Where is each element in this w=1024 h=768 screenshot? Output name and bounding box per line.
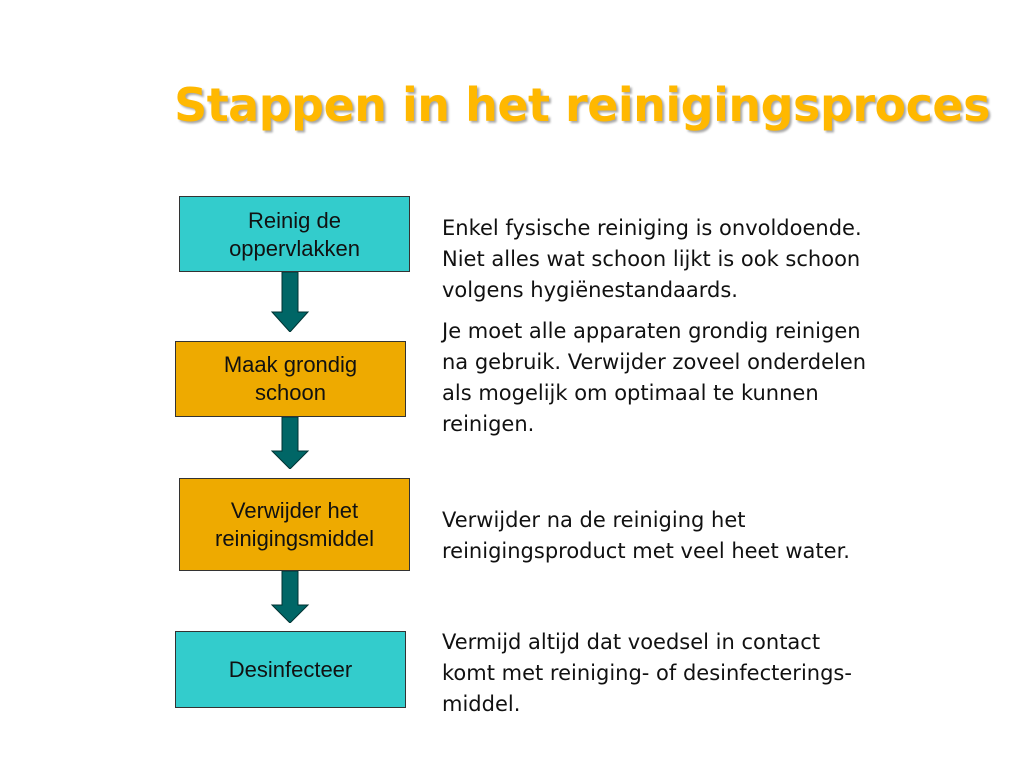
description-paragraph [442,627,982,720]
description-line: reinigingsproduct met veel heet water. [442,539,850,563]
down-arrow-icon [270,571,310,623]
description-block-3 [442,505,982,567]
description-line: middel. [442,692,521,716]
down-arrow-icon [270,272,310,332]
down-arrow-icon [270,417,310,469]
description-line: Niet alles wat schoon lijkt is ook schoon [442,247,861,271]
description-line: volgens hygiënestandaards. [442,278,738,302]
description-line: Enkel fysische reiniging is onvoldoende. [442,216,862,240]
description-line: Vermijd altijd dat voedsel in contact [442,630,821,654]
description-line: komt met reiniging- of desinfecterings- [442,661,852,685]
description-line: als mogelijk om optimaal te kunnen [442,381,819,405]
description-block-4 [442,627,982,720]
step-label-line: Desinfecteer [228,656,353,682]
slide-title: Stappen in het reinigingsproces [174,78,990,132]
description-paragraph [442,213,982,306]
description-line: reinigen. [442,412,535,436]
step-label-line: Reinig de [248,208,341,233]
step-verwijder-reinigingsmiddel [179,478,410,571]
description-line: Je moet alle apparaten grondig reinigen [442,319,861,343]
description-line: Verwijder na de reiniging het [442,508,746,532]
step-label-line: Maak grondig [223,352,358,377]
step-maak-grondig-schoon [175,341,406,417]
step-reinig-oppervlakken [179,196,410,272]
description-block-1 [442,213,982,440]
step-label-line: reinigingsmiddel [215,525,374,551]
description-line: na gebruik. Verwijder zoveel onderdelen [442,350,867,374]
step-desinfecteer [175,631,406,708]
description-paragraph [442,316,982,440]
step-label-line: schoon [255,380,326,405]
description-paragraph [442,505,982,567]
step-label-line: oppervlakken [229,236,360,261]
step-label-line: Verwijder het [230,497,359,523]
